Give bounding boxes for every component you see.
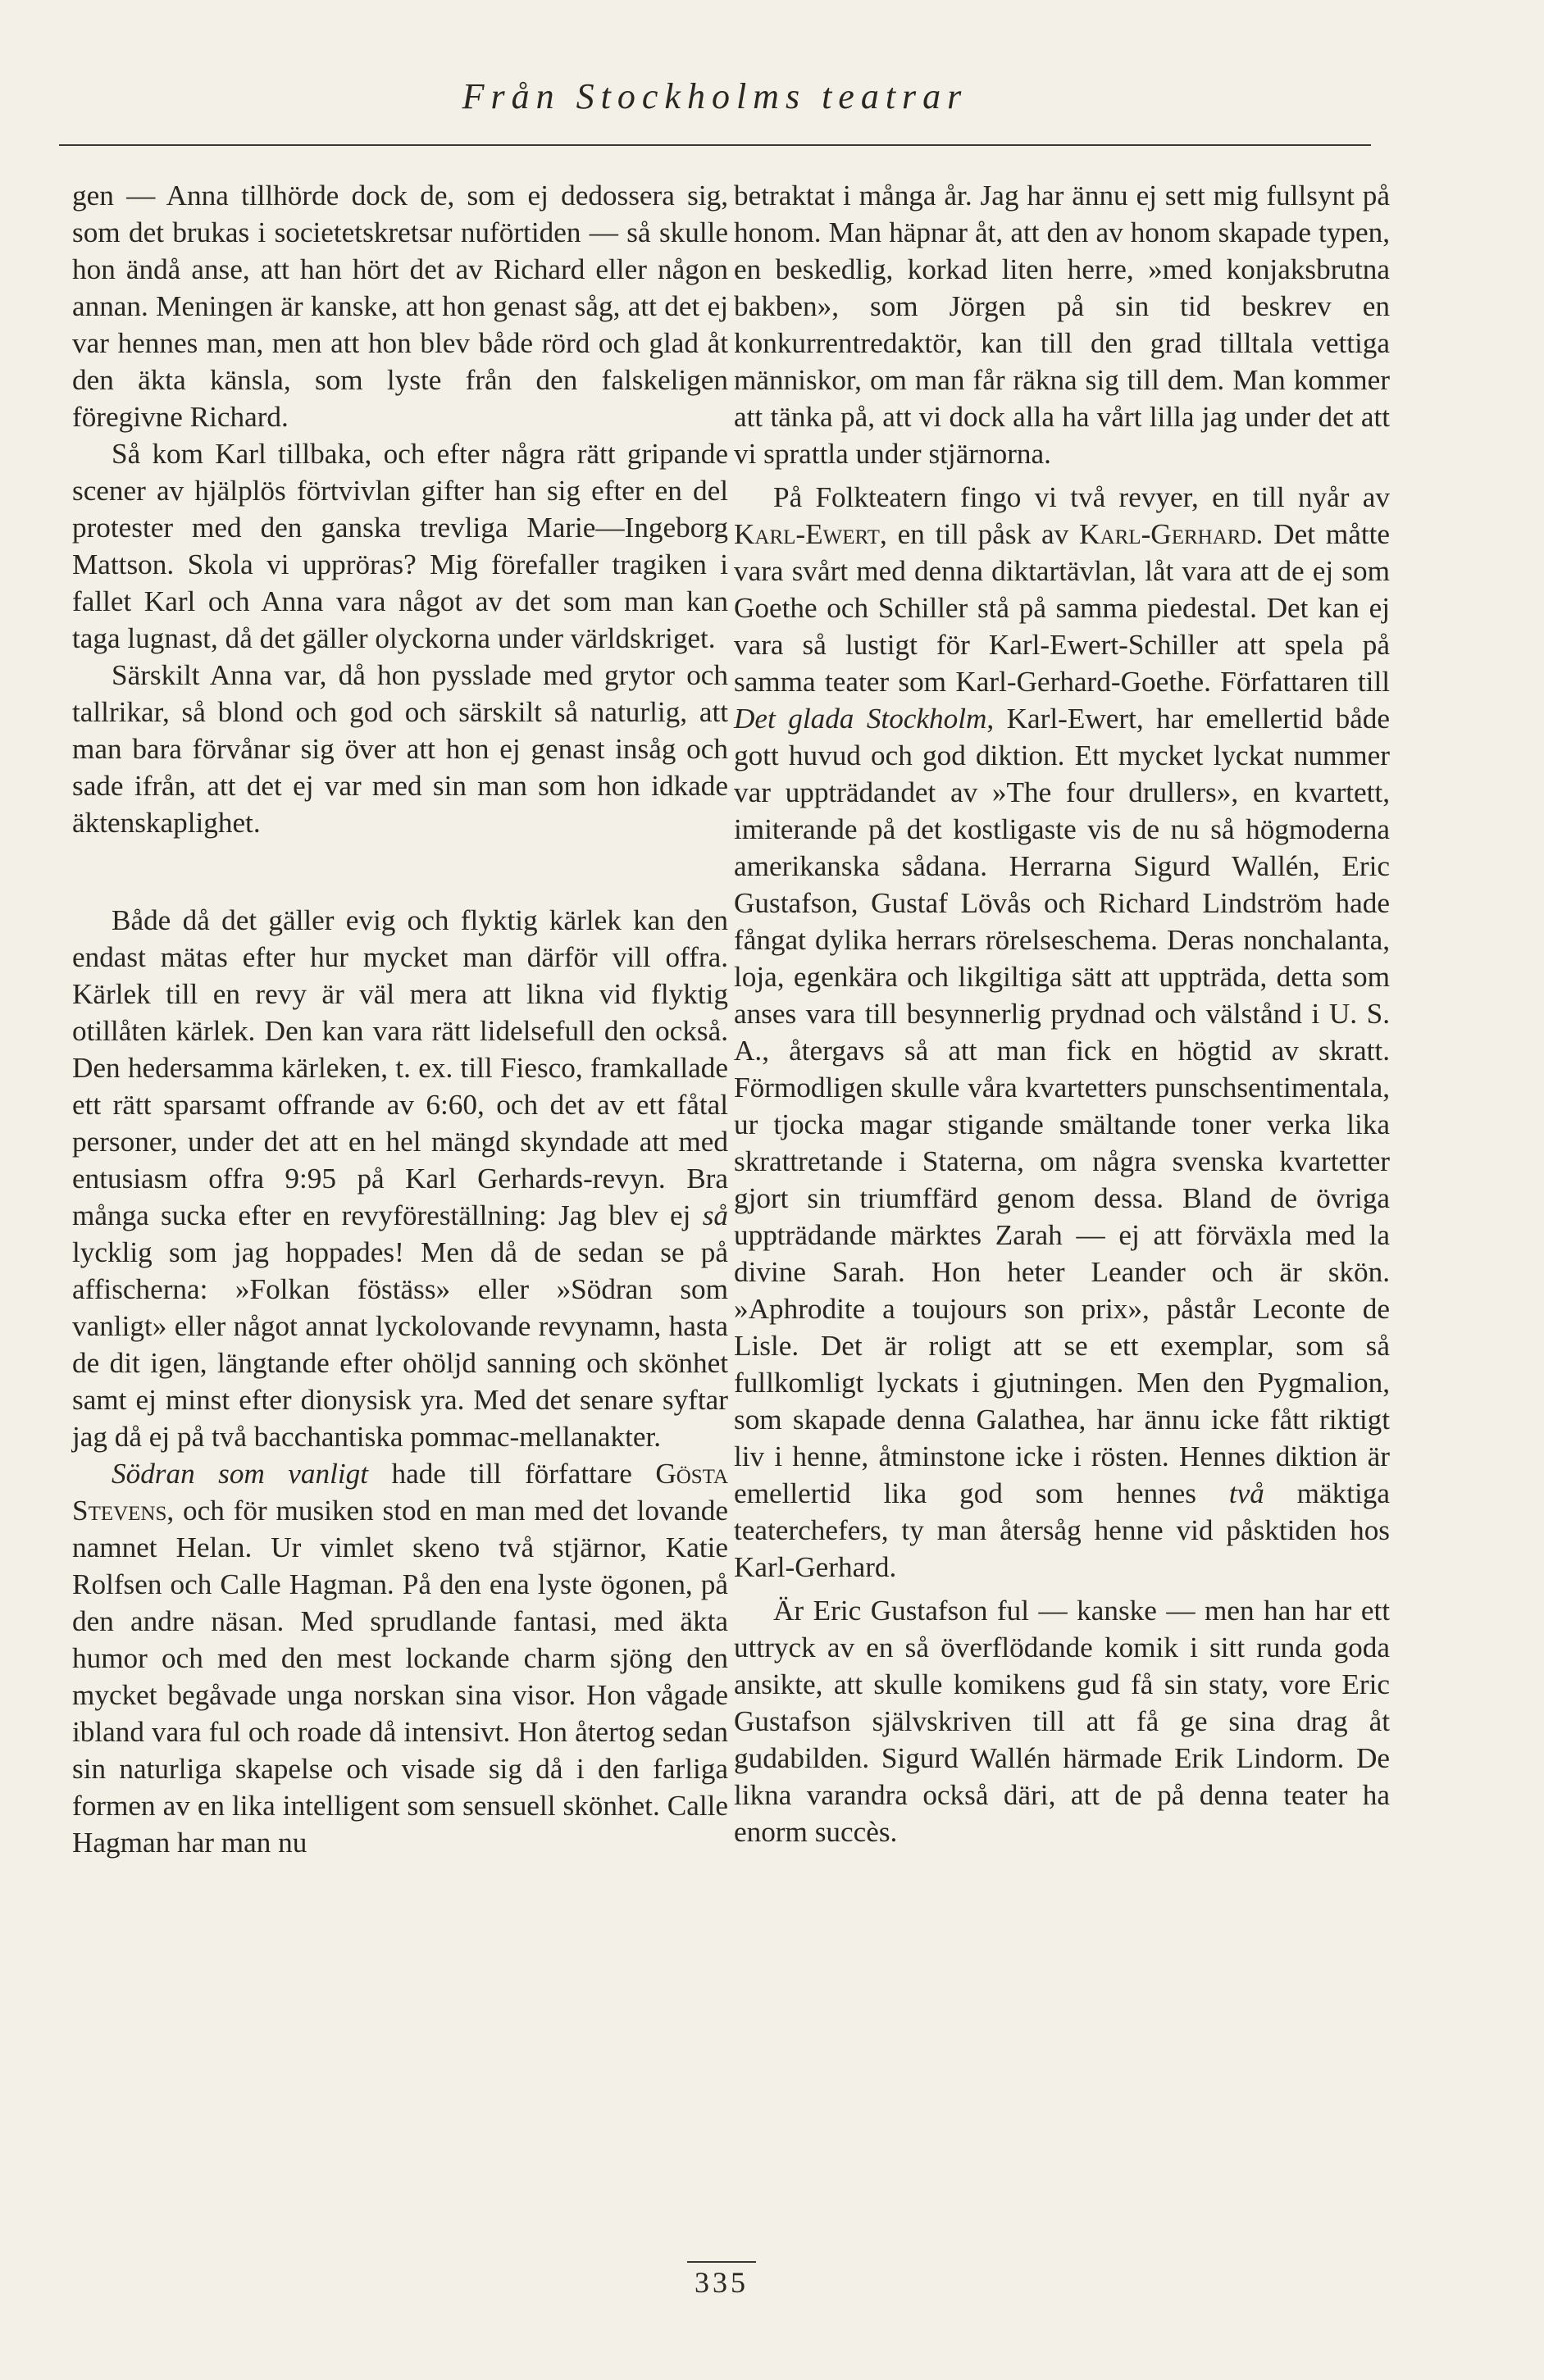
running-head: Från Stockholms teatrar — [462, 76, 968, 116]
revue-title: Södran som vanligt — [112, 1458, 369, 1490]
header-rule — [59, 144, 1371, 146]
paragraph — [72, 902, 728, 1455]
text-run: hade till författare — [391, 1458, 632, 1490]
left-column — [72, 177, 728, 1861]
author-name: Gösta Stevens — [72, 1458, 729, 1527]
author-name: Karl-Gerhard — [1079, 518, 1256, 550]
paragraph: Är Eric Gustafson ful — kanske — men han har ett uttryck av en så överflödande komik i sitt runda goda ansikte, att skulle komikens gud få sin staty, vore Eric Gustafson självskriven till att få ge sina drag åt gudabilden. Sigurd Wallén härmade Erik Lindorm. De likna varandra också däri, att de på denna teater ha enorm succès. — [734, 1595, 1390, 1848]
italic-text: så — [702, 1199, 728, 1231]
text-run: , Karl-Ewert, har emellertid både gott huvud och god diktion. Ett mycket lyckat nummer var uppträdandet av »The four drullers», en kvartett, imiterande på det kostligaste vis de nu så högmoderna amerikanska sådana. Herrarna Sigurd Wallén, Eric Gustafson, Gustaf Lövås och Richard Lindström hade fångat dylika herrars rörelseschema. Deras nonchalanta, loja, egenkära och likgiltiga sätt att uppträda, detta som anses vara till besynnerlig prydnad och välstånd i U. S. A., återgavs så att man fick en högtid av skratt. Förmodligen skulle våra kvartetters punschsentimentala, ur tjocka magar stigande smältande toner verka lika skrattretande i Staterna, om några svenska kvartetter gjort sin triumffärd genom dessa. Bland de övriga uppträdande märktes Zarah — ej att förväxla med la divine Sarah. Hon heter Leander och är skön. »Aphrodite a toujours son prix», påstår Leconte de Lisle. Det är roligt att se ett exemplar, som så fullkomligt lyckats i gjutningen. Men den Pygmalion, som skapade denna Galathea, har ännu icke fått riktigt liv i henne, åtminstone icke i rösten. Hennes diktion är emellertid lika god som hennes — [734, 703, 1390, 1509]
author-name: Karl-Ewert — [734, 518, 880, 550]
paragraph: Så kom Karl tillbaka, och efter några rätt gripande scener av hjälplös förtvivlan gifter han sig efter en del protester med den ganska trevliga Marie—Ingeborg Mattson. Skola vi uppröras? Mig förefaller tragiken i fallet Karl och Anna vara något av det som man kan taga lugnast, då det gäller olyckorna under världskriget. — [72, 438, 728, 654]
revue-title: Det glada Stockholm — [734, 703, 987, 735]
folio-rule — [687, 2261, 756, 2263]
paragraph: betraktat i många år. Jag har ännu ej sett mig fullsynt på honom. Man häpnar åt, att den av honom skapade typen, en beskedlig, korkad liten herre, »med konjaksbrutna bakben», som Jörgen på sin tid beskrev en konkurrentredaktör, kan till den grad tilltala vettiga människor, om man får räkna sig till dem. Man kommer att tänka på, att vi dock alla ha vårt lilla jag under det att vi sprattla under stjärnorna. — [734, 180, 1390, 470]
page-number: 335 — [695, 2266, 749, 2299]
text-run: lycklig som jag hoppades! Men då de sedan se på affischerna: »Folkan föstäss» eller »Södran som vanligt» eller något annat lyckolovande revynamn, hasta de dit igen, längtande efter ohöljd sanning och skönhet samt ej minst efter dionysisk yra. Med det senare syftar jag då ej på två bacchantiska pommac-mellanakter. — [72, 1236, 728, 1453]
text-run: På Folkteatern fingo vi två revyer, en till nyår av — [773, 481, 1390, 513]
paragraph: Särskilt Anna var, då hon pysslade med grytor och tallrikar, så blond och god och särskilt så naturlig, att man bara förvånar sig över att hon ej genast insåg och sade ifrån, att det ej var med sin man som hon idkade äktenskaplighet. — [72, 659, 728, 839]
text-run: . Det måtte vara svårt med denna diktartävlan, låt vara att de ej som Goethe och Schiller stå på samma piedestal. Det kan ej vara så lustigt för Karl-Ewert-Schiller att spela på samma teater som Karl-Gerhard-Goethe. Författaren till — [734, 518, 1391, 698]
text-run: Både då det gäller evig och flyktig kärlek kan den endast mätas efter hur mycket man därför vill offra. Kärlek till en revy är väl mera att likna vid flyktig otillåten kärlek. Den kan vara rätt lidelsefull den också. Den hedersamma kärleken, t. ex. till Fiesco, framkallade ett rätt sparsamt offrande av 6:60, och det av ett fåtal personer, under det att en hel mängd skyndade att med entusiasm offra 9:95 på Karl Gerhards-revyn. Bra många sucka efter en revyföreställning: Jag blev ej — [72, 904, 728, 1231]
paragraph — [734, 479, 1390, 1586]
italic-text: två — [1228, 1477, 1264, 1509]
text-run: , en till påsk av — [879, 518, 1069, 550]
text-run: mäktiga teaterchefers, ty man återsåg henne vid påsktiden hos Karl-Gerhard. — [734, 1477, 1391, 1583]
paragraph — [72, 1455, 728, 1861]
paragraph: gen — Anna tillhörde dock de, som ej dedossera sig, som det brukas i societetskretsar nuförtiden — så skulle hon ändå anse, att han hört det av Richard eller någon annan. Meningen är kanske, att hon genast såg, att det ej var hennes man, men att hon blev både rörd och glad åt den äkta känsla, som lyste från den falskeligen föregivne Richard. — [72, 180, 728, 433]
text-run: , och för musiken stod en man med det lovande namnet Helan. Ur vimlet skeno två stjärnor, Katie Rolfsen och Calle Hagman. På den ena lyste ögonen, på den andre näsan. Med sprudlande fantasi, med äkta humor och med den mest lockande charm sjöng den mycket begåvade unga norskan sina visor. Hon vågade ibland vara ful och roade då intensivt. Hon återtog sedan sin naturliga skapelse och visade sig då i den farliga formen av en lika intelligent som sensuell skönhet. Calle Hagman har man nu — [72, 1495, 728, 1859]
right-column — [734, 177, 1390, 1850]
